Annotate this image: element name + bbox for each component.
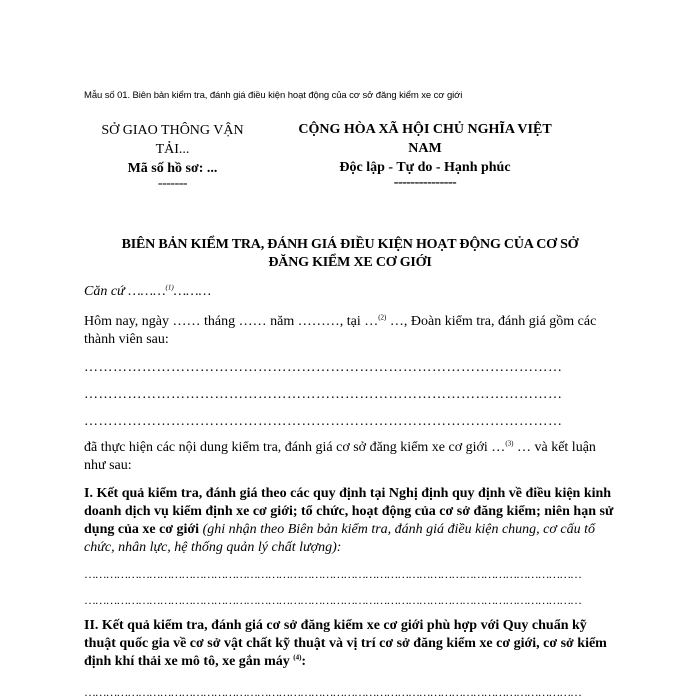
- section-2-title: II. Kết quả kiểm tra, đánh giá cơ sở đăng kiểm xe cơ giới phù hợp với Quy chuẩn kỹ thuật quốc gia về cơ sở vật chất kỹ thuật và vị trí cơ sở đăng kiểm xe cơ giới, cơ sở kiểm định khí thải xe mô tô, xe gắn máy: [84, 618, 607, 669]
- country-name-line2: NAM: [408, 141, 442, 156]
- footnote-ref-4: (4): [293, 653, 302, 662]
- section-1-title: I. Kết quả kiểm tra, đánh giá theo các quy định tại Nghị định quy định về điều kiện kinh doanh dịch vụ kiểm định xe cơ giới; tổ chức, hoạt động của cơ sở đăng kiểm; niên hạn sử dụng của xe cơ giới: [84, 486, 614, 537]
- form-caption: Mẫu số 01. Biên bản kiểm tra, đánh giá điều kiện hoạt động của cơ sở đăng kiểm xe cơ giới: [84, 90, 463, 101]
- intro-paragraph: [84, 313, 614, 349]
- header-right: [275, 120, 575, 189]
- section-1-line: …………………………………………………………………………………………………………………………: [84, 593, 581, 607]
- legal-basis-prefix: Căn cứ ………: [84, 284, 166, 299]
- legal-basis: [84, 283, 614, 301]
- member-line: ………………………………………………………………………………………: [84, 414, 563, 429]
- intro-part1: Hôm nay, ngày …… tháng …… năm ………, tại …: [84, 314, 379, 329]
- agency-name-line2: TẢI...: [155, 142, 190, 157]
- member-line: ………………………………………………………………………………………: [84, 360, 563, 375]
- footnote-ref-1: (1): [165, 283, 174, 292]
- performed-paragraph: [84, 439, 614, 475]
- country-name-line1: CỘNG HÒA XÃ HỘI CHỦ NGHĨA VIỆT: [298, 122, 552, 137]
- section-1-line: …………………………………………………………………………………………………………………………: [84, 567, 581, 581]
- national-motto: Độc lập - Tự do - Hạnh phúc: [339, 160, 511, 175]
- agency-name-line1: SỞ GIAO THÔNG VẬN: [101, 123, 244, 138]
- section-2-heading: [84, 617, 614, 671]
- document-title-line2: ĐĂNG KIỂM XE CƠ GIỚI: [268, 255, 432, 270]
- section-1-heading: [84, 485, 614, 557]
- document-title: [75, 236, 625, 272]
- member-line: ………………………………………………………………………………………: [84, 387, 563, 402]
- header-right-divider: ---------------: [393, 175, 457, 190]
- footnote-ref-2: (2): [378, 313, 387, 322]
- intro-part2: …, Đoàn kiểm tra, đánh giá gồm các thành viên sau:: [84, 314, 597, 347]
- performed-part2: … và kết luận như sau:: [84, 440, 596, 473]
- header-left: [80, 121, 265, 190]
- header-left-divider: -------: [157, 176, 188, 191]
- legal-basis-suffix: ………: [173, 284, 212, 299]
- document-title-line1: BIÊN BẢN KIỂM TRA, ĐÁNH GIÁ ĐIỀU KIỆN HOẠT ĐỘNG CỦA CƠ SỞ: [121, 237, 579, 252]
- section-2-line: …………………………………………………………………………………………………………………………: [84, 685, 581, 699]
- performed-part1: đã thực hiện các nội dung kiểm tra, đánh giá cơ sở đăng kiểm xe cơ giới …: [84, 440, 506, 455]
- file-code: Mã số hồ sơ: ...: [127, 161, 218, 176]
- footnote-ref-3: (3): [505, 439, 514, 448]
- section-2-suffix: :: [301, 654, 307, 669]
- section-1-note: (ghi nhận theo Biên bản kiểm tra, đánh giá điều kiện chung, cơ cấu tổ chức, nhân lực, hệ thống quản lý chất lượng):: [84, 522, 595, 555]
